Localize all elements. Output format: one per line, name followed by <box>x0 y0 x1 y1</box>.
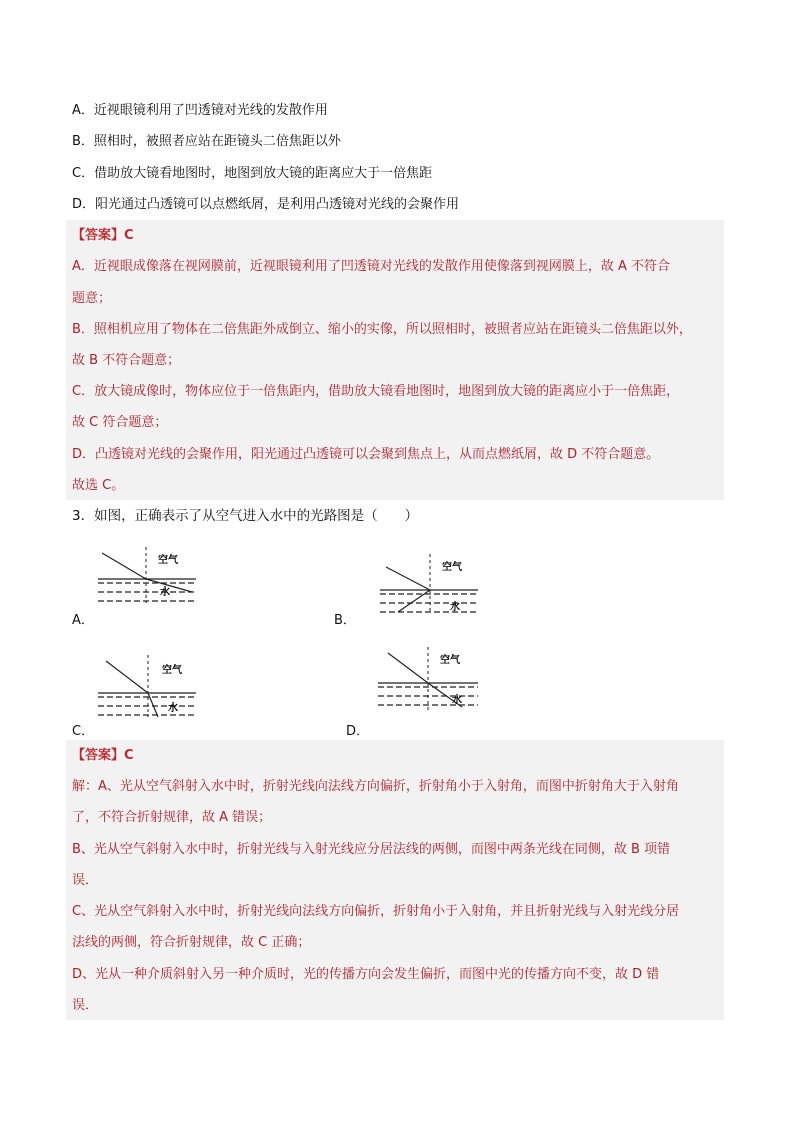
figure-a <box>96 545 200 607</box>
answer-line: D．凸透镜对光线的会聚作用，阳光通过凸透镜可以会聚到焦点上，从而点燃纸屑，故 D 不符合题意。 <box>72 447 660 462</box>
answer-line: B、光从空气斜射入水中时，折射光线与入射光线应分居法线的两侧，而图中两条光线在同侧，故 B 项错 <box>72 842 671 857</box>
answer-line: 故 C 符合题意； <box>72 415 168 430</box>
air-label: 空气 <box>440 655 460 666</box>
answer-line: 法线的两侧，符合折射规律，故 C 正确； <box>72 935 311 950</box>
answer-line: 题意； <box>72 291 112 306</box>
answer-block-2 <box>66 740 724 1020</box>
option-d: D．阳光通过凸透镜可以点燃纸屑，是利用凸透镜对光线的会聚作用 <box>72 197 460 212</box>
answer-line: 故 B 不符合题意； <box>72 353 181 368</box>
answer-line: 误． <box>72 873 99 888</box>
answer-block-1 <box>66 220 724 500</box>
answer-line: C．放大镜成像时，物体应位于一倍焦距内，借助放大镜看地图时，地图到放大镜的距离应小于一倍焦距， <box>72 384 680 399</box>
option-b: B．照相时，被照者应站在距镜头二倍焦距以外 <box>72 134 341 149</box>
answer-line: 了，不符合折射规律，故 A 错误； <box>72 810 272 825</box>
answer-line: 解：A、光从空气斜射入水中时，折射光线向法线方向偏折，折射角小于入射角，而图中折射角大于入射角 <box>72 779 679 794</box>
question-3: 3．如图，正确表示了从空气进入水中的光路图是（ ） <box>72 508 419 524</box>
answer-line: A．近视眼成像落在视网膜前，近视眼镜利用了凹透镜对光线的发散作用使像落到视网膜上，故 A 不符合 <box>72 259 671 274</box>
figure-c <box>96 653 200 719</box>
option-c: C．借助放大镜看地图时，地图到放大镜的距离应大于一倍焦距 <box>72 166 433 181</box>
answer-tag: 【答案】C <box>72 228 134 243</box>
figure-c-label: C． <box>72 724 95 739</box>
figure-a-label: A． <box>72 613 94 628</box>
answer-line: 故选 C。 <box>72 478 125 493</box>
air-label: 空气 <box>158 555 178 566</box>
water-label: 水 <box>452 695 462 706</box>
air-label: 空气 <box>162 665 182 676</box>
water-label: 水 <box>168 703 178 714</box>
water-label: 水 <box>160 587 170 598</box>
answer-line: C、光从空气斜射入水中时，折射光线向法线方向偏折，折射角小于入射角，并且折射光线与入射光线分居 <box>72 904 680 919</box>
water-label: 水 <box>450 602 460 613</box>
answer-line: 误． <box>72 998 99 1013</box>
option-a: A．近视眼镜利用了凹透镜对光线的发散作用 <box>72 103 328 118</box>
answer-tag: 【答案】C <box>72 748 134 763</box>
figure-d <box>376 645 482 713</box>
answer-line: B．照相机应用了物体在二倍焦距外成倒立、缩小的实像，所以照相时，被照者应站在距镜头二倍焦距以外， <box>72 322 692 337</box>
answer-line: D、光从一种介质斜射入另一种介质时，光的传播方向会发生偏折，而图中光的传播方向不变，故 D 错 <box>72 967 660 982</box>
figure-b <box>378 552 482 616</box>
figure-d-label: D． <box>346 724 370 739</box>
air-label: 空气 <box>442 562 462 573</box>
figure-b-label: B． <box>334 613 356 628</box>
